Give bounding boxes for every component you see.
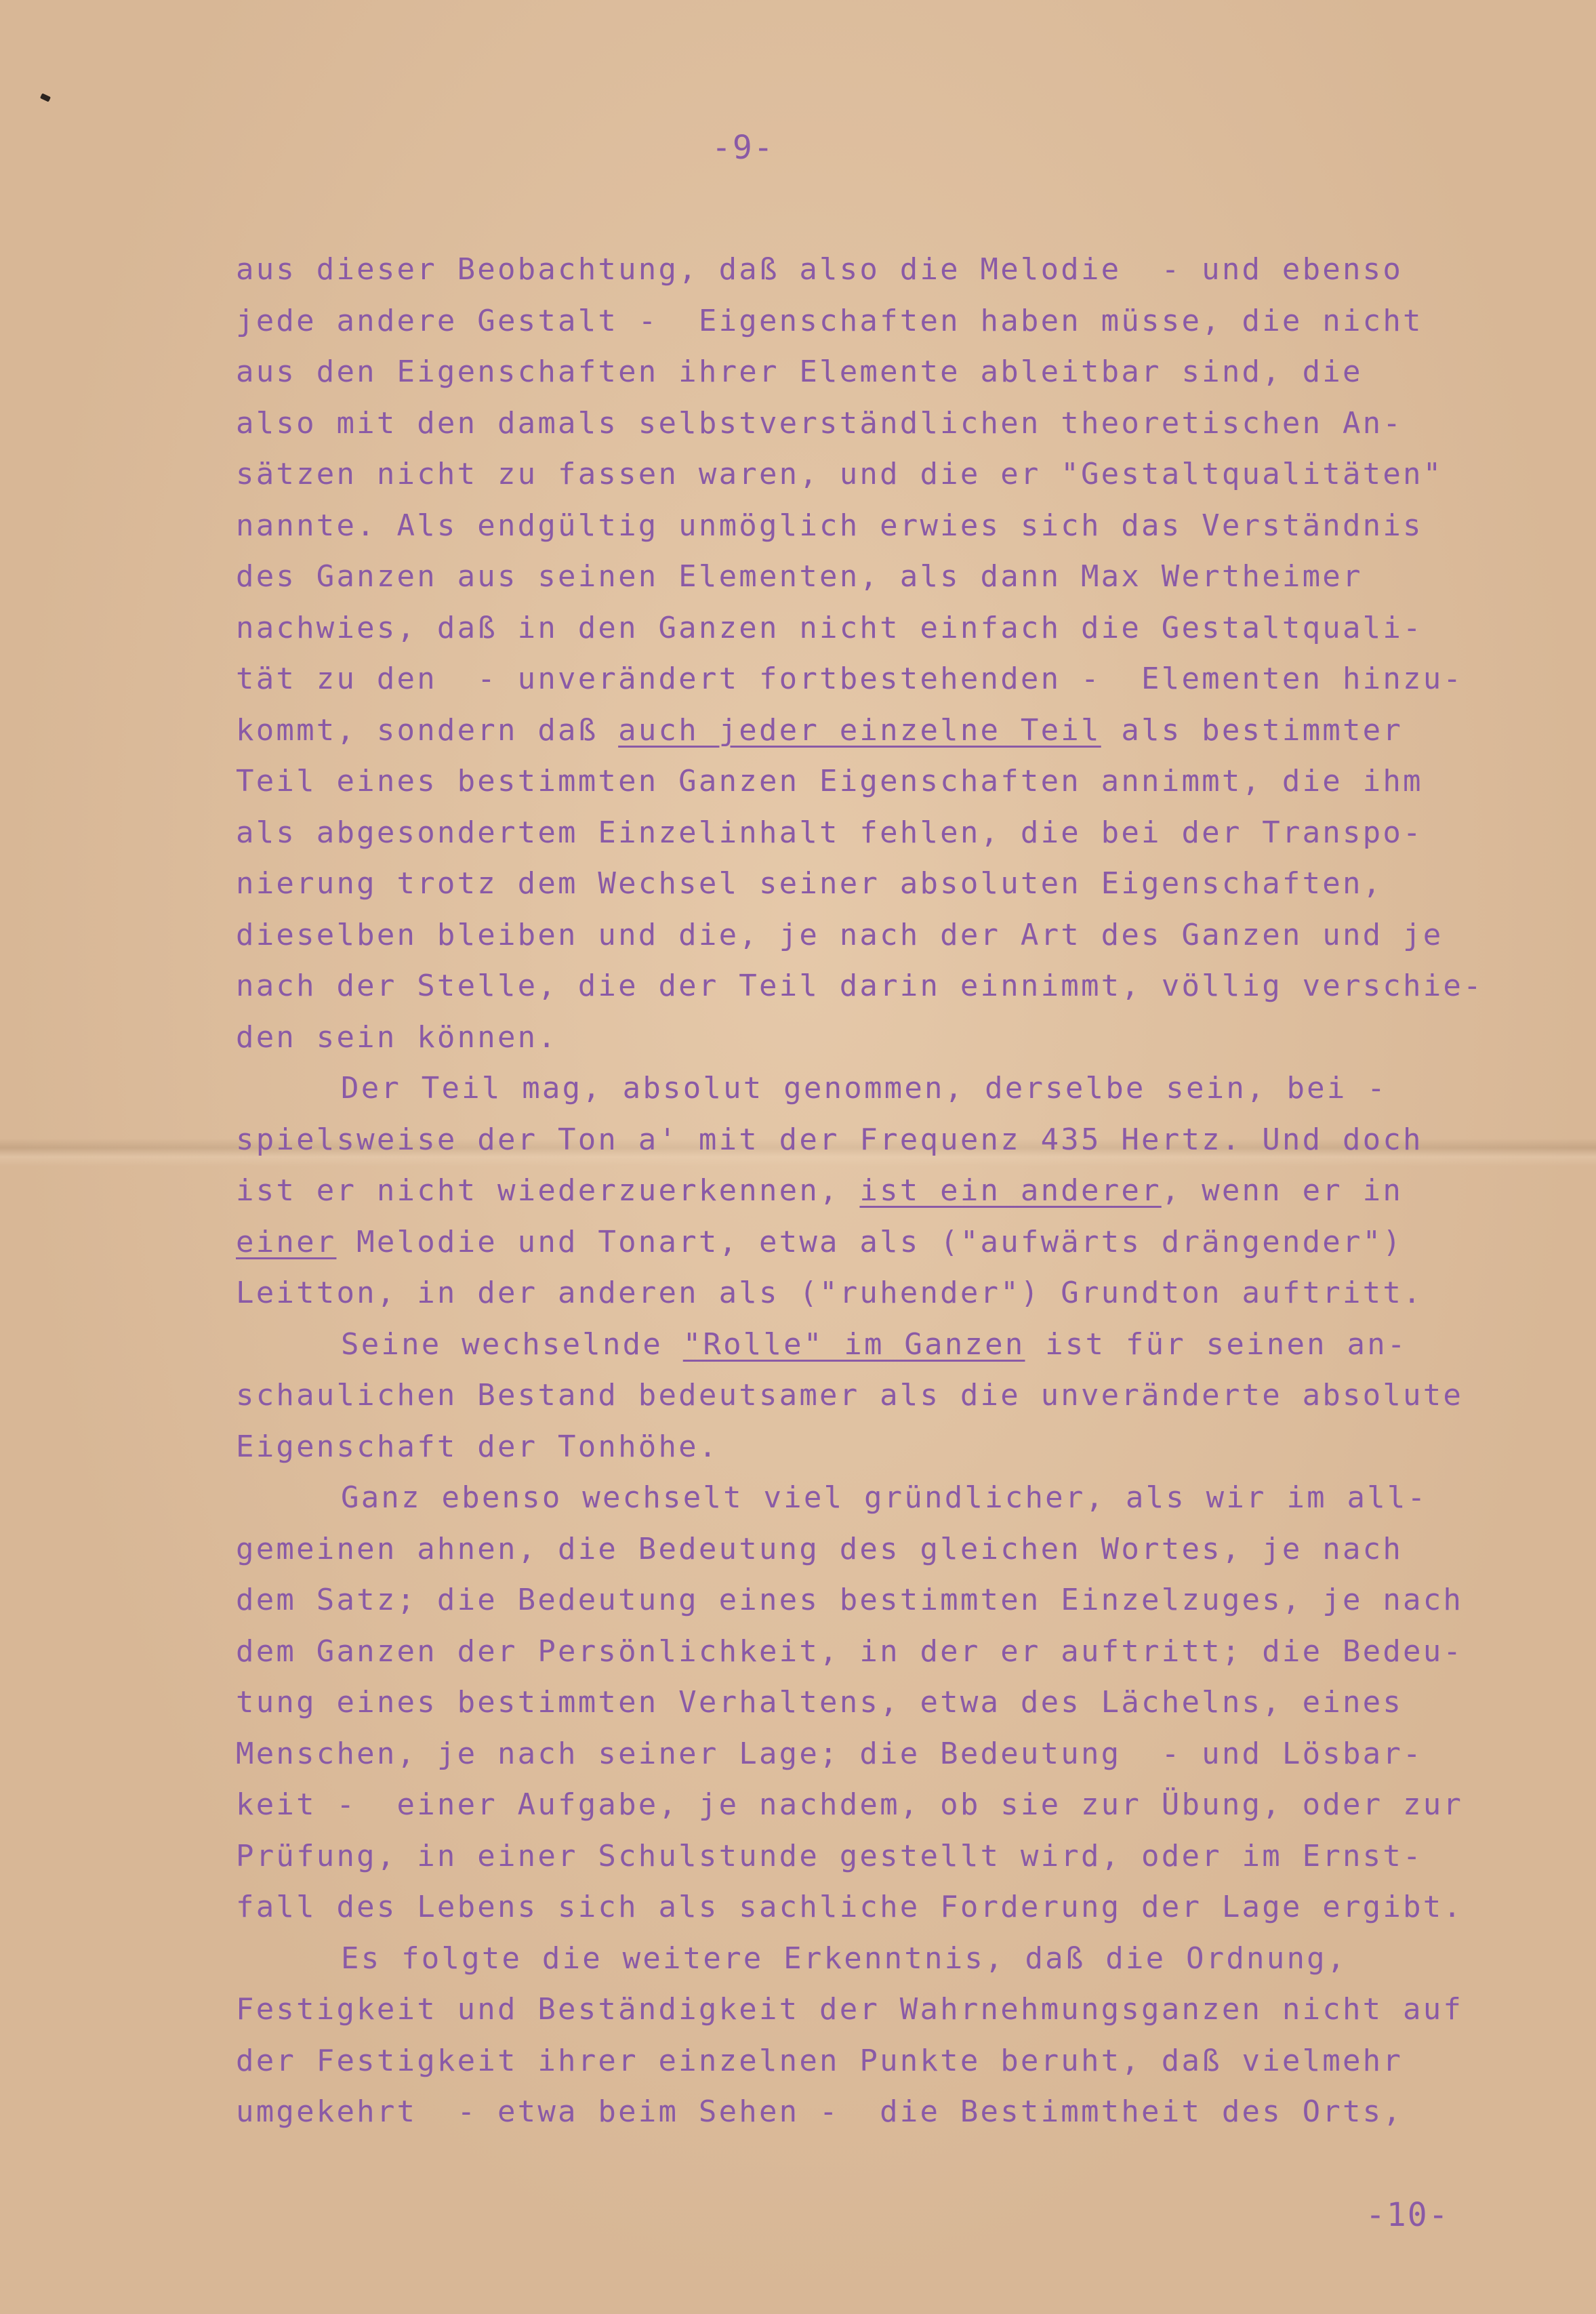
text-line: tät zu den - unverändert fortbestehenden - Elementen hinzu- [236,662,1464,696]
text-line: den sein können. [236,1019,558,1055]
text-line: Teil eines bestimmten Ganzen Eigenschaften annimmt, die ihm [236,764,1423,798]
text-segment: Melodie und Tonart, etwa als ("aufwärts drängender") [336,1224,1404,1259]
text-line [236,1217,1544,1268]
text-line: fall des Lebens sich als sachliche Forderung der Lage ergibt. [236,1890,1464,1924]
text-line: nierung trotz dem Wechsel seiner absoluten Eigenschaften, [236,866,1383,901]
text-line: Leitton, in der anderen als ("ruhender") Grundton auftritt. [236,1276,1423,1310]
text-segment: , wenn er in [1161,1173,1404,1208]
page-number-top: -9- [712,129,775,167]
text-line: nannte. Als endgültig unmöglich erwies sich das Verständnis [236,508,1423,543]
text-line: keit - einer Aufgabe, je nachdem, ob sie zur Übung, oder zur [236,1787,1464,1822]
text-line: nach der Stelle, die der Teil darin einnimmt, völlig verschie- [236,969,1484,1003]
text-line: jede andere Gestalt - Eigenschaften haben müsse, die nicht [236,303,1423,338]
text-line: spielsweise der Ton a' mit der Frequenz 435 Hertz. Und doch [236,1122,1423,1157]
text-line: sätzen nicht zu fassen waren, und die er "Gestaltqualitäten" [236,457,1444,491]
text-line: Es folgte die weitere Erkenntnis, daß die Ordnung, [341,1941,1347,1976]
text-line: aus dieser Beobachtung, daß also die Melodie - und ebenso [236,252,1404,287]
underlined-phrase: "Rolle" im Ganzen [682,1326,1025,1362]
text-line: also mit den damals selbstverständlichen theoretischen An- [236,405,1404,441]
text-line: tung eines bestimmten Verhaltens, etwa des Lächelns, eines [236,1685,1404,1720]
ink-speck [40,93,51,102]
page-number-bottom: -10- [1366,2196,1450,2234]
underlined-phrase: auch jeder einzelne Teil [618,712,1101,748]
body-text [236,244,1544,2138]
text-segment: kommt, sondern daß [236,712,619,748]
text-line: Ganz ebenso wechselt viel gründlicher, als wir im all- [341,1480,1428,1515]
text-line: Eigenschaft der Tonhöhe. [236,1429,719,1464]
text-line: Der Teil mag, absolut genommen, derselbe sein, bei - [341,1071,1387,1105]
underlined-phrase: ist ein anderer [859,1173,1162,1208]
text-line: umgekehrt - etwa beim Sehen - die Bestimmtheit des Orts, [236,2094,1404,2129]
text-line: dem Ganzen der Persönlichkeit, in der er auftritt; die Bedeu- [236,1633,1464,1669]
text-line: Menschen, je nach seiner Lage; die Bedeutung - und Lösbar- [236,1736,1423,1771]
text-segment: ist für seinen an- [1025,1326,1408,1362]
text-line: nachwies, daß in den Ganzen nicht einfach die Gestaltquali- [236,610,1423,645]
text-line: des Ganzen aus seinen Elementen, als dann Max Wertheimer [236,559,1363,594]
text-line [236,1319,1544,1371]
text-segment: Seine wechselnde [341,1326,683,1362]
text-line: Festigkeit und Beständigkeit der Wahrnehmungsganzen nicht auf [236,1992,1464,2027]
text-line: gemeinen ahnen, die Bedeutung des gleichen Wortes, je nach [236,1531,1404,1566]
text-line: der Festigkeit ihrer einzelnen Punkte beruht, daß vielmehr [236,2043,1404,2078]
text-line [236,1165,1544,1217]
underlined-phrase: einer [236,1224,337,1259]
text-line: aus den Eigenschaften ihrer Elemente ableitbar sind, die [236,354,1363,389]
text-line: Prüfung, in einer Schulstunde gestellt wird, oder im Ernst- [236,1838,1423,1873]
text-segment: ist er nicht wiederzuerkennen, [236,1173,860,1208]
text-line: als abgesondertem Einzelinhalt fehlen, die bei der Transpo- [236,815,1423,850]
text-line: dieselben bleiben und die, je nach der Art des Ganzen und je [236,917,1444,952]
text-segment: als bestimmter [1101,712,1404,748]
text-line: dem Satz; die Bedeutung eines bestimmten Einzelzuges, je nach [236,1583,1464,1617]
text-line [236,705,1544,756]
text-line: schaulichen Bestand bedeutsamer als die unveränderte absolute [236,1378,1464,1413]
